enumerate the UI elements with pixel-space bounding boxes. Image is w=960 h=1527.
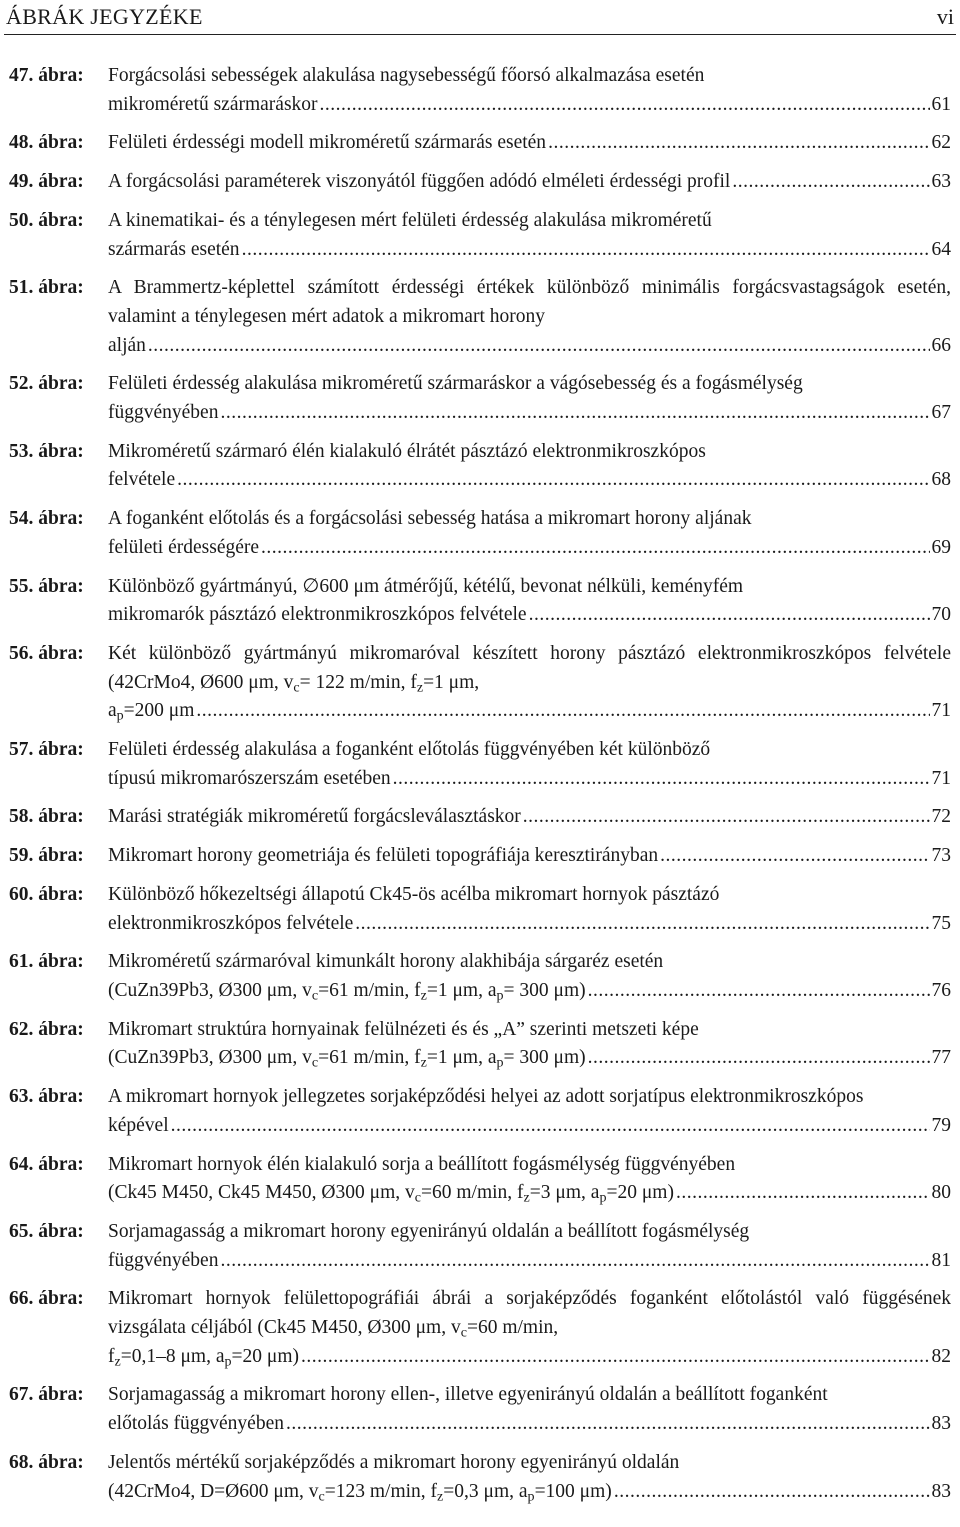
caption-body <box>108 505 951 534</box>
caption-last-text <box>108 601 527 630</box>
caption-text: =100 μm) <box>534 1480 612 1502</box>
caption-body <box>108 1218 951 1247</box>
page-reference: 82 <box>931 1345 951 1367</box>
caption-last-text <box>108 1179 674 1208</box>
caption-body <box>108 207 951 236</box>
dot-leader <box>355 910 929 939</box>
caption-text: =61 m/min, f <box>318 979 421 1001</box>
list-item <box>9 207 951 264</box>
caption-body <box>108 370 951 399</box>
subscript: p <box>496 1054 504 1071</box>
caption-last-line <box>108 168 951 197</box>
page-reference: 80 <box>931 1182 951 1204</box>
list-item <box>9 168 951 197</box>
figure-caption <box>108 1016 951 1073</box>
page-reference: 66 <box>931 334 951 356</box>
caption-text: függvényében <box>108 1249 219 1271</box>
page-reference: 61 <box>931 93 951 115</box>
list-item <box>9 1381 951 1438</box>
figure-number: 54. ábra: <box>9 508 84 530</box>
figure-caption <box>108 1151 951 1208</box>
subscript: z <box>416 679 424 696</box>
figure-caption <box>108 736 951 793</box>
caption-text: felületi érdességére <box>108 536 260 558</box>
caption-last-text <box>108 765 391 794</box>
caption-text: =3 μm, a <box>529 1182 600 1204</box>
caption-last-line <box>108 842 951 871</box>
subscript: z <box>437 1488 444 1505</box>
figure-caption <box>108 1449 951 1506</box>
figure-number: 48. ábra: <box>9 132 84 154</box>
list-item <box>9 573 951 630</box>
dot-leader <box>220 399 929 428</box>
list-item <box>9 505 951 562</box>
list-of-figures <box>9 62 951 1516</box>
caption-last-text <box>108 466 175 495</box>
list-item <box>9 881 951 938</box>
figure-number: 63. ábra: <box>9 1086 84 1108</box>
page-reference: 70 <box>931 604 951 626</box>
figure-number: 56. ábra: <box>9 642 84 664</box>
caption-body <box>108 573 951 602</box>
caption-text: mikromarók pásztázó elektronmikroszkópos felvétele <box>108 604 527 626</box>
caption-text: Különböző gyártmányú, ∅600 μm átmérőjű, kétélű, bevonat nélküli, keményfém <box>108 575 744 597</box>
page-reference: 68 <box>931 469 951 491</box>
figure-number: 58. ábra: <box>9 806 84 828</box>
subscript: p <box>496 987 504 1004</box>
list-item <box>9 438 951 495</box>
dot-leader <box>676 1179 930 1208</box>
figure-number: 67. ábra: <box>9 1384 84 1406</box>
caption-last-line <box>108 697 951 726</box>
running-header <box>4 0 956 35</box>
caption-text: (42CrMo4, D=Ø600 μm, v <box>108 1480 319 1502</box>
page-reference: 77 <box>931 1047 951 1069</box>
figure-caption <box>108 948 951 1005</box>
subscript: p <box>599 1189 607 1206</box>
caption-last-line <box>108 1044 951 1073</box>
figure-number: 60. ábra: <box>9 883 84 905</box>
figure-number: 65. ábra: <box>9 1220 84 1242</box>
list-item <box>9 640 951 726</box>
caption-body <box>108 1151 951 1180</box>
caption-text: A mikromart hornyok jellegzetes sorjaképződési helyei az adott sorjatípus elektronmikroszkópos <box>108 1086 864 1108</box>
caption-last-line <box>108 236 951 265</box>
page-reference: 62 <box>931 132 951 154</box>
caption-last-line <box>108 534 951 563</box>
caption-text: típusú mikromarószerszám esetében <box>108 767 391 789</box>
list-item <box>9 1285 951 1371</box>
caption-last-line <box>108 1112 951 1141</box>
caption-body <box>108 1449 951 1478</box>
caption-body <box>108 736 951 765</box>
figure-number: 68. ábra: <box>9 1451 84 1473</box>
subscript: p <box>116 707 124 724</box>
caption-last-text <box>108 236 240 265</box>
caption-text: (Ck45 M450, Ck45 M450, Ø300 μm, v <box>108 1182 415 1204</box>
caption-text: A Brammertz-képlettel számított érdességi értékek különböző minimális forgácsvastagságok esetén, valamint a ténylegesen mért adatok a mikromart horony <box>108 277 951 327</box>
caption-last-text <box>108 977 586 1006</box>
page-reference: 83 <box>931 1480 951 1502</box>
caption-text: A kinematikai- és a ténylegesen mért felületi érdesség alakulása mikroméretű <box>108 209 712 231</box>
caption-last-text <box>108 332 146 361</box>
page-reference: 76 <box>931 979 951 1001</box>
caption-text: Sorjamagasság a mikromart horony ellen-, illetve egyenirányú oldalán a beállított foganként <box>108 1384 828 1406</box>
dot-leader <box>548 129 929 158</box>
caption-body <box>108 881 951 910</box>
list-item <box>9 274 951 360</box>
caption-last-text <box>108 910 353 939</box>
caption-text: Jelentős mértékű sorjaképződés a mikromart horony egyenirányú oldalán <box>108 1451 680 1473</box>
page-reference: 69 <box>931 536 951 558</box>
figure-number: 61. ábra: <box>9 951 84 973</box>
figure-number: 53. ábra: <box>9 440 84 462</box>
caption-last-text <box>108 129 546 158</box>
caption-text: a <box>108 700 117 722</box>
figure-number: 57. ábra: <box>9 739 84 761</box>
subscript: z <box>420 1054 427 1071</box>
caption-last-line <box>108 1247 951 1276</box>
caption-text: Felületi érdesség alakulása a foganként előtolás függvényében két különböző <box>108 739 711 761</box>
subscript: c <box>311 987 319 1004</box>
figure-caption <box>108 274 951 360</box>
caption-body <box>108 1381 951 1410</box>
caption-body <box>108 274 951 331</box>
caption-last-text <box>108 1343 299 1372</box>
figure-number: 51. ábra: <box>9 277 84 299</box>
figure-caption <box>108 207 951 264</box>
subscript: z <box>114 1353 121 1370</box>
dot-leader <box>148 332 930 361</box>
figure-caption <box>108 881 951 938</box>
figure-number: 49. ábra: <box>9 171 84 193</box>
caption-text: =200 μm <box>123 700 195 722</box>
caption-text: =60 m/min, <box>466 1317 559 1339</box>
caption-last-line <box>108 977 951 1006</box>
figure-number: 59. ábra: <box>9 845 84 867</box>
caption-last-line <box>108 910 951 939</box>
caption-text: Két különböző gyártmányú mikromaróval készített horony pásztázó elektronmikroszkópos felvétele (42CrMo4, Ø600 μm, v <box>108 642 951 693</box>
caption-text: =0,3 μm, a <box>443 1480 528 1502</box>
figure-caption <box>108 573 951 630</box>
caption-text: Mikromart horony geometriája és felületi topográfiája keresztirányban <box>108 845 659 867</box>
figure-caption <box>108 640 951 726</box>
dot-leader <box>242 236 930 265</box>
page-reference: 83 <box>931 1413 951 1435</box>
figure-number: 66. ábra: <box>9 1288 84 1310</box>
caption-text: = 300 μm) <box>503 979 586 1001</box>
subscript: p <box>527 1488 535 1505</box>
figure-caption <box>108 842 951 871</box>
caption-last-line <box>108 91 951 120</box>
dot-leader <box>732 168 929 197</box>
caption-text: alján <box>108 334 146 356</box>
list-item <box>9 129 951 158</box>
caption-last-text <box>108 1112 169 1141</box>
caption-text: (CuZn39Pb3, Ø300 μm, v <box>108 979 312 1001</box>
figure-caption <box>108 168 951 197</box>
caption-text: = 300 μm) <box>503 1047 586 1069</box>
figure-caption <box>108 1381 951 1438</box>
caption-last-line <box>108 765 951 794</box>
caption-body <box>108 1083 951 1112</box>
caption-text: (CuZn39Pb3, Ø300 μm, v <box>108 1047 312 1069</box>
caption-text: függvényében <box>108 402 219 424</box>
caption-last-line <box>108 399 951 428</box>
subscript: c <box>293 679 300 696</box>
figure-caption <box>108 370 951 427</box>
dot-leader <box>177 466 929 495</box>
caption-last-line <box>108 1478 951 1507</box>
figure-caption <box>108 438 951 495</box>
list-item <box>9 1016 951 1073</box>
caption-text: A forgácsolási paraméterek viszonyától függően adódó elméleti érdességi profil <box>108 171 731 193</box>
list-item <box>9 1449 951 1506</box>
caption-body <box>108 948 951 977</box>
list-item <box>9 1083 951 1140</box>
caption-last-text <box>108 1410 284 1439</box>
caption-last-line <box>108 466 951 495</box>
page-reference: 72 <box>931 806 951 828</box>
caption-last-line <box>108 1179 951 1208</box>
figure-number: 52. ábra: <box>9 373 84 395</box>
list-item <box>9 370 951 427</box>
caption-text: f <box>108 1345 115 1367</box>
caption-body <box>108 1285 951 1342</box>
caption-text: Mikromart hornyok felülettopográfiái ábrái a sorjaképződés foganként előtolástól való függésének vizsgálata céljából (Ck45 M450, Ø300 μm, v <box>108 1288 951 1339</box>
caption-text: A foganként előtolás és a forgácsolási sebesség hatása a mikromart horony aljának <box>108 508 752 530</box>
list-item <box>9 62 951 119</box>
list-item <box>9 1218 951 1275</box>
dot-leader <box>588 977 930 1006</box>
caption-last-text <box>108 842 658 871</box>
caption-text: =20 μm) <box>231 1345 300 1367</box>
caption-last-text <box>108 91 318 120</box>
dot-leader <box>393 765 930 794</box>
caption-text: Felületi érdességi modell mikroméretű szármarás esetén <box>108 132 547 154</box>
figure-number: 47. ábra: <box>9 65 84 86</box>
caption-text: Sorjamagasság a mikromart horony egyenirányú oldalán a beállított fogásmélység <box>108 1220 750 1242</box>
figure-caption <box>108 803 951 832</box>
figure-number: 62. ábra: <box>9 1018 84 1040</box>
caption-last-text <box>108 534 259 563</box>
list-item <box>9 803 951 832</box>
figure-caption <box>108 1083 951 1140</box>
page-reference: 81 <box>931 1249 951 1271</box>
caption-text: =1 μm, <box>423 671 480 693</box>
figure-caption <box>108 1285 951 1371</box>
list-item <box>9 736 951 793</box>
caption-text: felvétele <box>108 469 176 491</box>
caption-text: =123 m/min, f <box>324 1480 438 1502</box>
caption-text: Különböző hőkezeltségi állapotú Ck45-ös acélba mikromart hornyok pásztázó <box>108 883 720 905</box>
caption-text: Forgácsolási sebességek alakulása nagysebességű főorsó alkalmazása esetén <box>108 65 705 86</box>
dot-leader <box>171 1112 930 1141</box>
subscript: c <box>311 1054 319 1071</box>
caption-last-text <box>108 1247 218 1276</box>
caption-text: szármarás esetén <box>108 238 240 260</box>
caption-last-text <box>108 697 194 726</box>
caption-body <box>108 438 951 467</box>
dot-leader <box>196 697 929 726</box>
caption-text: =61 m/min, f <box>318 1047 421 1069</box>
figure-caption <box>108 129 951 158</box>
caption-last-line <box>108 1410 951 1439</box>
page-reference: 63 <box>931 171 951 193</box>
caption-body <box>108 1016 951 1045</box>
caption-last-text <box>108 168 730 197</box>
page-reference: 79 <box>931 1114 951 1136</box>
caption-text: mikroméretű szármaráskor <box>108 93 318 115</box>
figure-caption <box>108 1218 951 1275</box>
dot-leader <box>220 1247 929 1276</box>
subscript: c <box>460 1324 467 1341</box>
dot-leader <box>588 1044 930 1073</box>
figure-number: 64. ábra: <box>9 1153 84 1175</box>
dot-leader <box>301 1343 929 1372</box>
caption-last-text <box>108 1478 612 1507</box>
caption-body <box>108 640 951 697</box>
caption-text: Mikroméretű szármaró élén kialakuló élrátét pásztázó elektronmikroszkópos <box>108 440 706 462</box>
dot-leader <box>614 1478 930 1507</box>
list-item <box>9 1151 951 1208</box>
caption-text: =20 μm) <box>606 1182 674 1204</box>
caption-text: =1 μm, a <box>426 979 497 1001</box>
figure-caption <box>108 62 951 119</box>
caption-text: Mikromart struktúra hornyainak felülnézeti és és „A” szerinti metszeti képe <box>108 1018 699 1040</box>
caption-body <box>108 62 951 91</box>
subscript: c <box>414 1189 421 1206</box>
dot-leader <box>523 803 930 832</box>
page-reference: 67 <box>931 402 951 424</box>
dot-leader <box>320 91 930 120</box>
caption-last-text <box>108 803 521 832</box>
page-reference: 75 <box>931 912 951 934</box>
caption-text: =1 μm, a <box>426 1047 497 1069</box>
page-reference: 71 <box>931 767 951 789</box>
caption-text: = 122 m/min, f <box>299 671 417 693</box>
caption-text: Felületi érdesség alakulása mikroméretű szármaráskor a vágósebesség és a fogásmélység <box>108 373 803 395</box>
caption-text: Mikromart hornyok élén kialakuló sorja a beállított fogásmélység függvényében <box>108 1153 736 1175</box>
list-item <box>9 842 951 871</box>
figure-number: 50. ábra: <box>9 209 84 231</box>
caption-last-line <box>108 1343 951 1372</box>
caption-last-text <box>108 399 218 428</box>
dot-leader <box>261 534 929 563</box>
list-item <box>9 948 951 1005</box>
caption-text: elektronmikroszkópos felvétele <box>108 912 354 934</box>
dot-leader <box>660 842 929 871</box>
caption-last-line <box>108 803 951 832</box>
figure-caption <box>108 505 951 562</box>
caption-last-text <box>108 1044 586 1073</box>
header-page-number: vi <box>936 4 954 29</box>
page-reference: 64 <box>931 238 951 260</box>
page-reference: 71 <box>931 700 951 722</box>
subscript: z <box>420 987 427 1004</box>
subscript: p <box>224 1353 232 1370</box>
caption-text: előtolás függvényében <box>108 1413 284 1435</box>
subscript: c <box>318 1488 325 1505</box>
figure-number: 55. ábra: <box>9 575 84 597</box>
caption-text: Mikroméretű szármaróval kimunkált horony alakhibája sárgaréz esetén <box>108 951 664 973</box>
caption-text: =60 m/min, f <box>421 1182 524 1204</box>
subscript: z <box>523 1189 530 1206</box>
caption-text: Marási stratégiák mikroméretű forgácsleválasztáskor <box>108 806 521 828</box>
caption-last-line <box>108 129 951 158</box>
dot-leader <box>529 601 930 630</box>
page-reference: 73 <box>931 845 951 867</box>
caption-text: képével <box>108 1114 169 1136</box>
caption-last-line <box>108 601 951 630</box>
caption-last-line <box>108 332 951 361</box>
caption-text: =0,1–8 μm, a <box>120 1345 225 1367</box>
header-title: ÁBRÁK JEGYZÉKE <box>6 4 203 29</box>
dot-leader <box>286 1410 930 1439</box>
